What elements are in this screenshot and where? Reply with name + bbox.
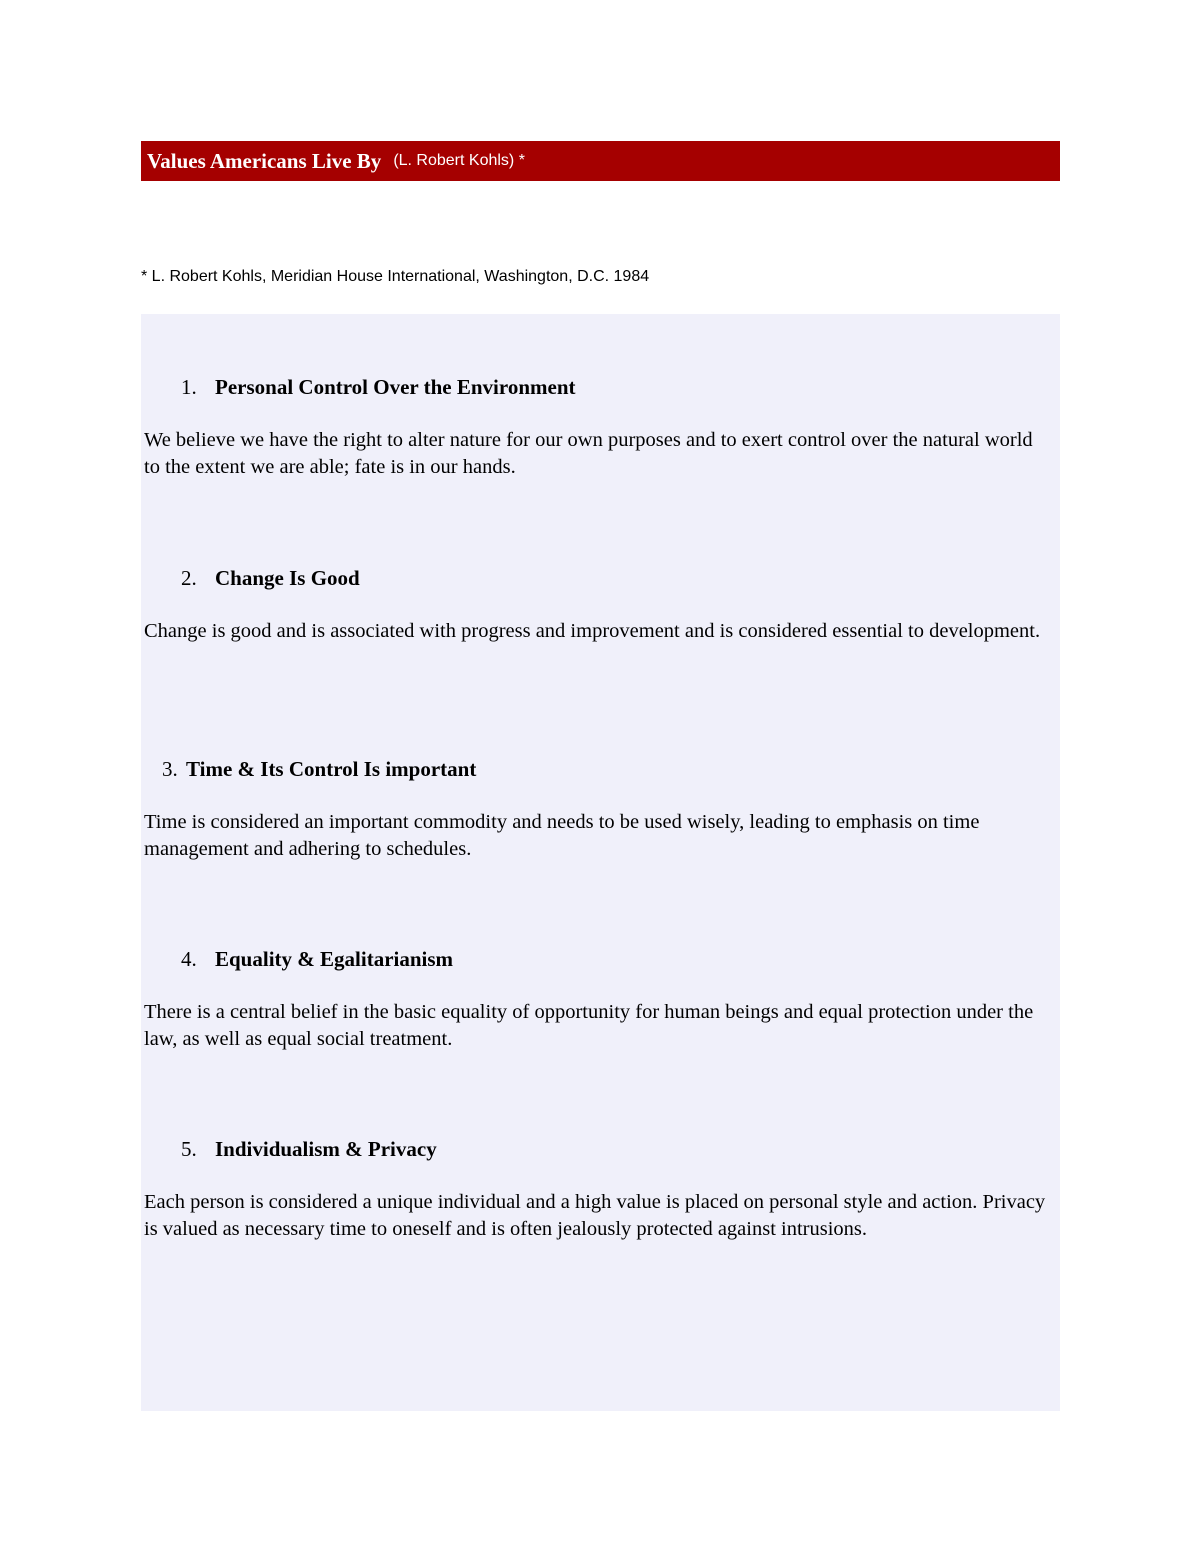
value-description: We believe we have the right to alter nature for our own purposes and to exert control over the natural world to the extent we are able; fate is in our hands.	[144, 429, 1033, 478]
value-title: Personal Control Over the Environment	[215, 375, 576, 399]
value-number: 1.	[181, 375, 197, 399]
title-banner	[141, 141, 1060, 181]
value-description: Time is considered an important commodity and needs to be used wisely, leading to emphasis on time management and adhering to schedules.	[144, 811, 980, 860]
value-title: Equality & Egalitarianism	[215, 947, 454, 971]
value-number: 2.	[181, 566, 197, 590]
page-title: Values Americans Live By	[147, 148, 382, 173]
value-title: Time & Its Control Is important	[186, 757, 477, 781]
value-number: 5.	[181, 1137, 197, 1161]
value-title: Change Is Good	[215, 566, 360, 590]
title-author-note: (L. Robert Kohls) *	[393, 152, 525, 169]
value-description: Each person is considered a unique individual and a high value is placed on personal style and action. Privacy is valued as necessary time to oneself and is often jealously protected against intrusions.	[144, 1191, 1046, 1240]
value-description: Change is good and is associated with progress and improvement and is considered essential to development.	[144, 620, 1041, 642]
value-number: 4.	[181, 947, 197, 971]
value-number: 3.	[162, 757, 178, 781]
citation-note: * L. Robert Kohls, Meridian House International, Washington, D.C. 1984	[141, 268, 650, 285]
value-title: Individualism & Privacy	[215, 1137, 437, 1161]
value-description: There is a central belief in the basic equality of opportunity for human beings and equal protection under the law, as well as equal social treatment.	[144, 1001, 1034, 1050]
values-panel	[141, 314, 1060, 1411]
